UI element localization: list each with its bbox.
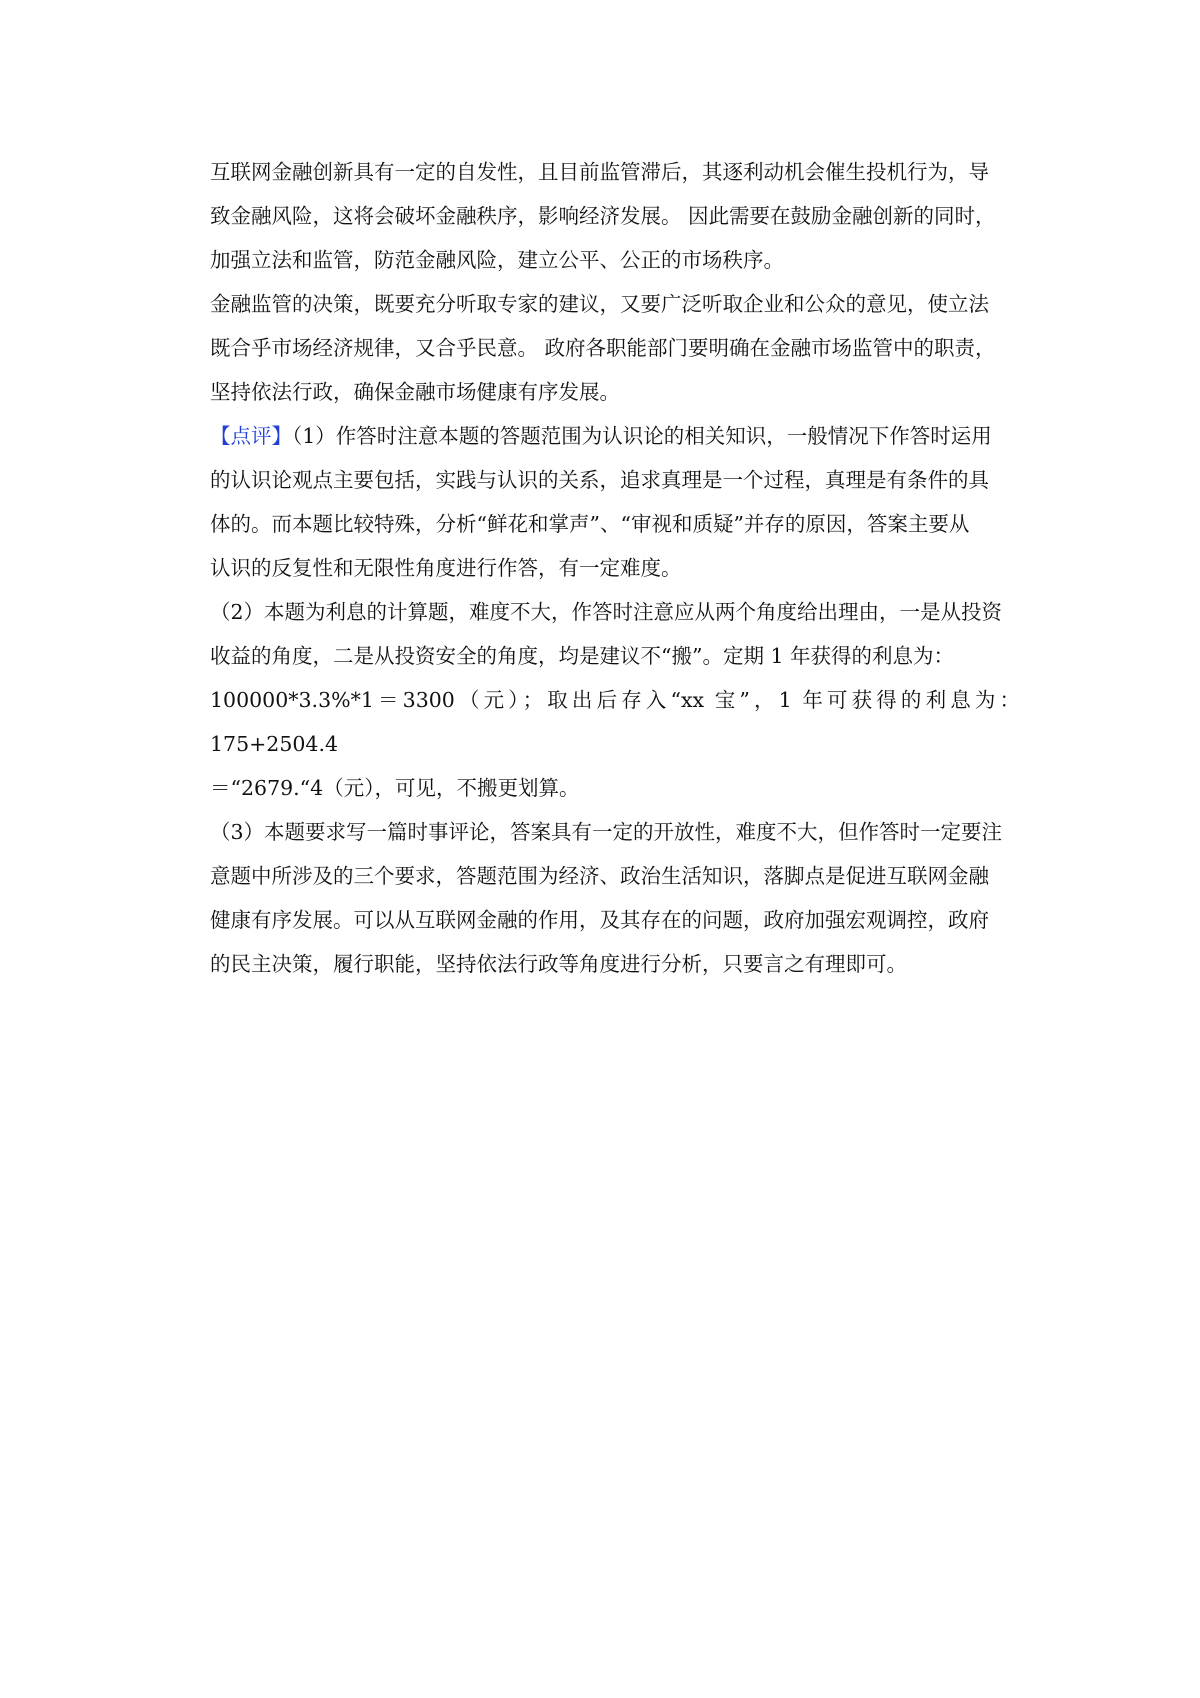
paragraph-internet-finance-risk xyxy=(210,150,1020,282)
text-line: 认识的反复性和无限性角度进行作答，有一定难度。 xyxy=(210,556,682,580)
text-line: ＝“2679.“4（元），可见，不搬更划算。 xyxy=(210,776,580,800)
paragraph-regulation-decision xyxy=(210,282,1020,414)
text-line: 健康有序发展。可以从互联网金融的作用，及其存在的问题，政府加强宏观调控，政府 xyxy=(210,908,989,932)
paragraph-comment-part2 xyxy=(210,590,1020,810)
text-line: 体的。而本题比较特殊，分析“鲜花和掌声”、“审视和质疑”并存的原因，答案主要从 xyxy=(210,512,970,536)
comment-label: 【点评】 xyxy=(210,424,292,448)
text-line: 的民主决策，履行职能，坚持依法行政等角度进行分析，只要言之有理即可。 xyxy=(210,952,907,976)
text-line: 意题中所涉及的三个要求，答题范围为经济、政治生活知识，落脚点是促进互联网金融 xyxy=(210,864,989,888)
text-line: 100000*3.3%*1＝3300（元）；取出后存入“xx 宝”，1 年可获得的利息为：175+2504.4 xyxy=(210,688,1020,756)
document-body xyxy=(210,150,1020,986)
text-line: 既合乎市场经济规律，又合乎民意。 政府各职能部门要明确在金融市场监管中的职责， xyxy=(210,336,996,360)
text-line: 加强立法和监管，防范金融风险，建立公平、公正的市场秩序。 xyxy=(210,248,784,272)
paragraph-comment-part1 xyxy=(210,414,1020,590)
text-line: 致金融风险，这将会破坏金融秩序，影响经济发展。 因此需要在鼓励金融创新的同时， xyxy=(210,204,996,228)
text-line: 坚持依法行政，确保金融市场健康有序发展。 xyxy=(210,380,620,404)
comment-first-line xyxy=(210,414,1020,458)
text-line: （2）本题为利息的计算题，难度不大，作答时注意应从两个角度给出理由，一是从投资 xyxy=(210,600,1003,624)
text-line: 金融监管的决策，既要充分听取专家的建议，又要广泛听取企业和公众的意见，使立法 xyxy=(210,292,989,316)
text-line: （3）本题要求写一篇时事评论，答案具有一定的开放性，难度不大，但作答时一定要注 xyxy=(210,820,1003,844)
text-line: 的认识论观点主要包括，实践与认识的关系，追求真理是一个过程，真理是有条件的具 xyxy=(210,468,989,492)
text-line: 互联网金融创新具有一定的自发性，且目前监管滞后，其逐利动机会催生投机行为，导 xyxy=(210,160,989,184)
text-line: 收益的角度，二是从投资安全的角度，均是建议不“搬”。定期 1 年获得的利息为： xyxy=(210,644,955,668)
comment-first-line-text: （1）作答时注意本题的答题范围为认识论的相关知识，一般情况下作答时运用 xyxy=(292,424,992,448)
paragraph-comment-part3 xyxy=(210,810,1020,986)
